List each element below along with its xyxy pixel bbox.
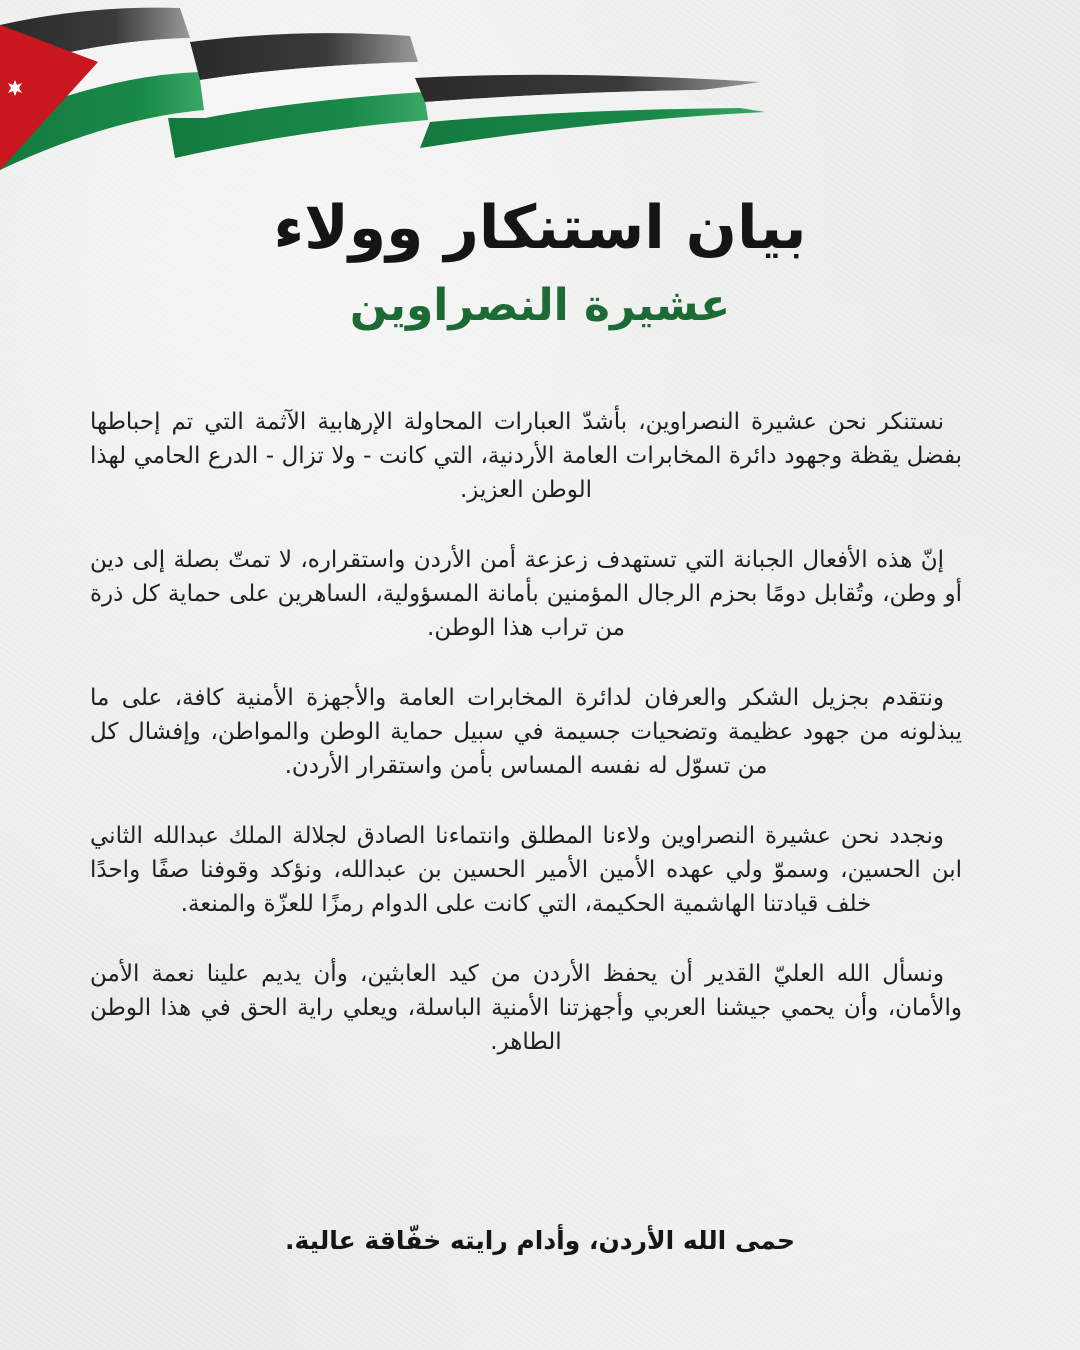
paragraph-prayer: ونسأل الله العليّ القدير أن يحفظ الأردن من كيد العابثين، وأن يديم علينا نعمة الأمن والأمان، وأن يحمي جيشنا العربي وأجهزتنا الأمنية الباسلة، ويعلي راية الحق في هذا الوطن الطاهر. xyxy=(90,961,962,1055)
tribe-name-subtitle: عشيرة النصراوين xyxy=(349,280,731,331)
paragraph-cowardly-acts: إنّ هذه الأفعال الجبانة التي تستهدف زعزعة أمن الأردن واستقراره، لا تمتّ بصلة إلى دين أو وطن، وتُقابل دومًا بحزم الرجال المؤمنين بأمانة المسؤولية، الساهرين على حماية كل ذرة من تراب هذا الوطن. xyxy=(90,547,962,641)
paragraph-gratitude: ونتقدم بجزيل الشكر والعرفان لدائرة المخابرات العامة والأجهزة الأمنية كافة، على ما يبذلونه من جهود عظيمة وتضحيات جسيمة في سبيل حماية الوطن والمواطن، وإفشال كل من تسوّل له نفسه المساس بأمن واستقرار الأردن. xyxy=(90,685,962,779)
statement-body xyxy=(90,405,962,1095)
paragraph-loyalty: ونجدد نحن عشيرة النصراوين ولاءنا المطلق وانتماءنا الصادق لجلالة الملك عبدالله الثاني ابن الحسين، وسموّ ولي عهده الأمين الأمير الحسين بن عبدالله، ونؤكد وقوفنا صفًا واحدًا خلف قيادتنا الهاشمية الحكيمة، التي كانت على الدوام رمزًا للعزّة والمنعة. xyxy=(90,823,962,917)
jordan-flag-ribbon-icon xyxy=(0,0,780,180)
page-title: بيان استنكار وولاء xyxy=(273,193,807,263)
closing-line: حمى الله الأردن، وأدام رايته خفّاقة عالية. xyxy=(284,1226,796,1255)
paragraph-condemnation: نستنكر نحن عشيرة النصراوين، بأشدّ العبارات المحاولة الإرهابية الآثمة التي تم إحباطها بفضل يقظة وجهود دائرة المخابرات العامة الأردنية، التي كانت - ولا تزال - الدرع الحامي لهذا الوطن العزيز. xyxy=(90,409,962,503)
